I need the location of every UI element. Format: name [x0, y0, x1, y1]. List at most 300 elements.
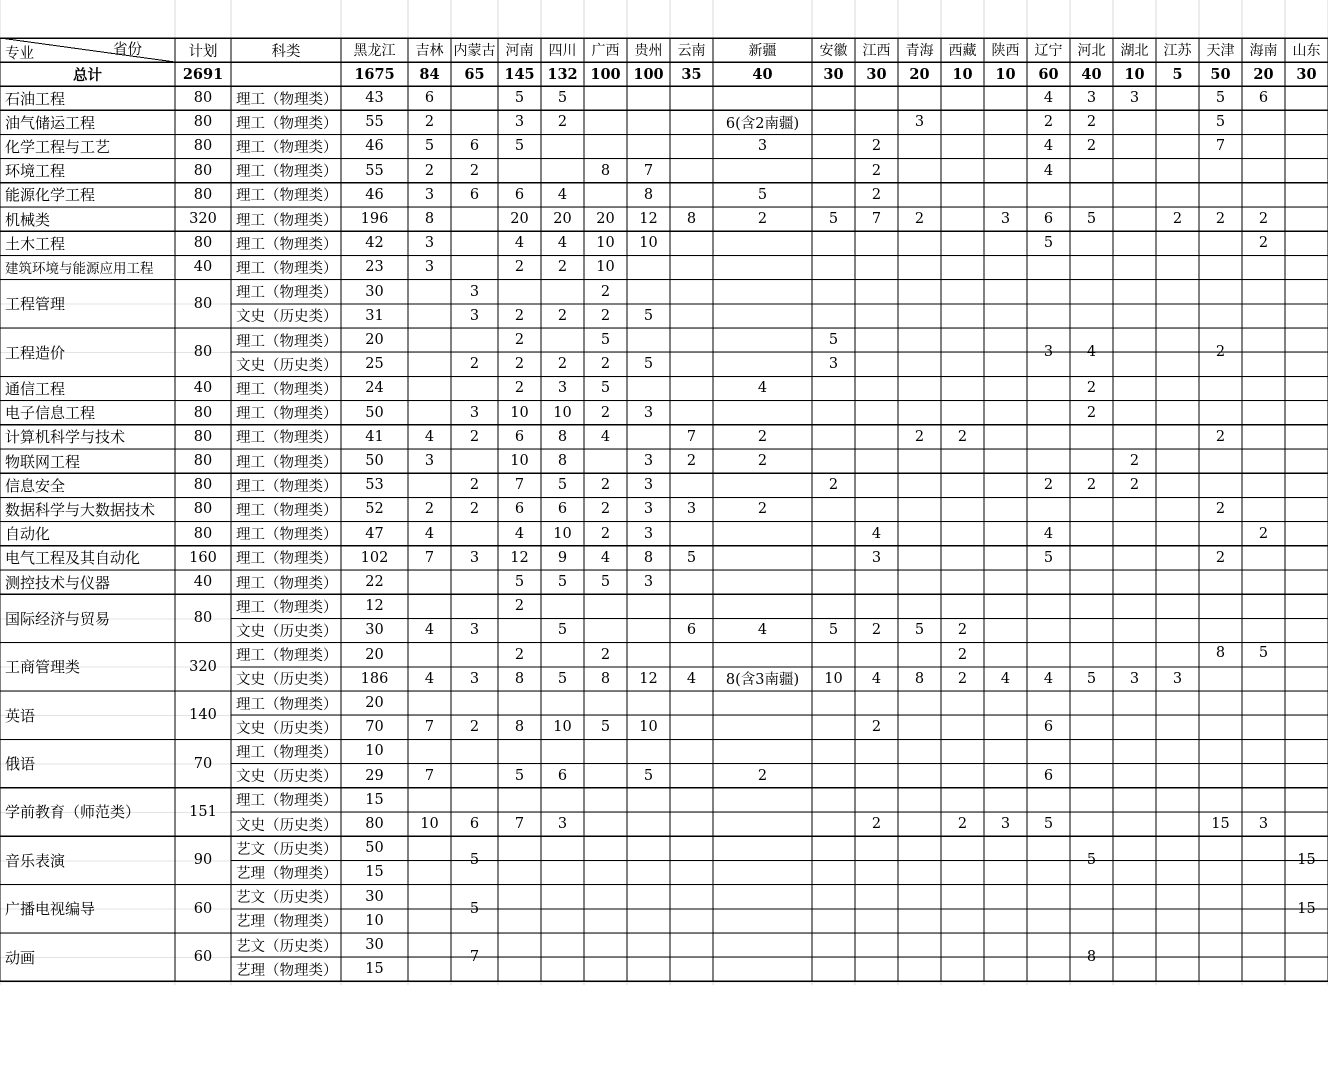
table-cell: 8: [514, 719, 525, 736]
category-cell: 理工（物理类）: [236, 188, 338, 205]
table-cell: 2: [1086, 114, 1097, 131]
category-cell: 理工（物理类）: [236, 139, 338, 156]
table-cell: 20: [365, 332, 384, 349]
category-cell: 理工（物理类）: [236, 648, 338, 665]
table-cell: 30: [365, 622, 384, 639]
major-plan: 80: [193, 344, 213, 361]
major-plan: 80: [193, 90, 213, 107]
major-plan: 80: [193, 501, 213, 518]
table-cell: 2: [557, 356, 568, 373]
major-plan: 80: [193, 162, 213, 179]
category-cell: 理工（物理类）: [236, 260, 338, 277]
table-cell: 3: [469, 283, 480, 300]
category-cell: 理工（物理类）: [236, 333, 338, 350]
header-province-10: 江西: [862, 43, 891, 59]
table-cell: 2: [514, 332, 525, 349]
table-cell: 7: [514, 477, 525, 494]
table-cell: 2: [557, 114, 568, 131]
total-value: 30: [823, 65, 844, 83]
table-cell: 8: [914, 670, 925, 687]
header-province-13: 陕西: [991, 43, 1020, 59]
table-cell: 2: [1086, 138, 1097, 155]
major-name: 土木工程: [5, 234, 66, 253]
table-cell: 3: [424, 235, 435, 252]
table-cell: 2: [600, 525, 611, 542]
table-cell: 5: [557, 90, 568, 107]
merged-cell: 7: [469, 949, 480, 966]
table-cell: 12: [365, 598, 384, 615]
total-value: 60: [1038, 65, 1059, 83]
table-cell: 2: [469, 719, 480, 736]
table-cell: 8: [600, 162, 611, 179]
category-cell: 艺文（历史类）: [236, 890, 338, 907]
table-cell: 5: [914, 622, 925, 639]
table-cell: 10: [639, 719, 658, 736]
table-cell: 6: [1043, 719, 1054, 736]
table-cell: 3: [1000, 211, 1011, 228]
table-cell: 20: [553, 211, 572, 228]
major-name: 能源化学工程: [5, 186, 96, 205]
table-cell: 10: [553, 404, 572, 421]
total-value: 30: [866, 65, 887, 83]
category-cell: 艺理（物理类）: [236, 962, 338, 979]
table-cell: 3: [643, 525, 654, 542]
table-cell: 15: [365, 791, 384, 808]
major-name: 机械类: [5, 210, 51, 229]
total-value: 10: [952, 65, 973, 83]
header-province-0: 黑龙江: [353, 43, 396, 59]
table-cell: 2: [424, 162, 435, 179]
category-cell: 理工（物理类）: [236, 406, 338, 423]
merged-cell: 5: [469, 852, 480, 869]
header-province-11: 青海: [905, 43, 934, 59]
table-cell: 50: [365, 453, 384, 470]
header-province-2: 内蒙古: [453, 43, 496, 59]
major-name: 音乐表演: [5, 851, 66, 870]
table-cell: 5: [600, 719, 611, 736]
table-cell: 10: [510, 453, 529, 470]
table-cell: 2: [1258, 525, 1269, 542]
table-cell: 5: [643, 307, 654, 324]
table-cell: 5: [600, 380, 611, 397]
table-cell: 186: [360, 670, 389, 687]
major-plan: 80: [193, 525, 213, 542]
category-cell: 艺理（物理类）: [236, 865, 338, 882]
table-cell: 2: [686, 453, 697, 470]
category-cell: 理工（物理类）: [236, 478, 338, 495]
total-value: 40: [752, 65, 773, 83]
table-cell: 20: [365, 695, 384, 712]
total-value: 10: [995, 65, 1016, 83]
table-cell: 2: [1043, 114, 1054, 131]
table-cell: 10: [639, 235, 658, 252]
major-name: 数据科学与大数据技术: [5, 500, 156, 519]
table-cell: 2: [469, 501, 480, 518]
table-cell: 2: [1172, 211, 1183, 228]
table-cell: 3: [686, 501, 697, 518]
total-value: 20: [909, 65, 930, 83]
table-cell: 4: [757, 380, 768, 397]
table-cell: 5: [1043, 235, 1054, 252]
table-cell: 5: [1215, 114, 1226, 131]
table-cell: 5: [600, 332, 611, 349]
table-cell: 5: [828, 622, 839, 639]
table-cell: 3: [424, 453, 435, 470]
table-cell: 31: [365, 307, 384, 324]
table-cell: 2: [600, 356, 611, 373]
table-cell: 10: [510, 404, 529, 421]
table-cell: 2: [957, 646, 968, 663]
category-cell: 理工（物理类）: [236, 527, 338, 544]
major-name: 化学工程与工艺: [5, 137, 111, 156]
merged-cell: 15: [1211, 815, 1230, 832]
table-cell: 53: [365, 477, 384, 494]
table-cell: 20: [365, 646, 384, 663]
category-cell: 理工（物理类）: [236, 430, 338, 447]
table-cell: 5: [1086, 670, 1097, 687]
table-cell: 5: [557, 574, 568, 591]
table-cell: 6: [514, 186, 525, 203]
major-name: 石油工程: [5, 89, 66, 108]
table-cell: 5: [828, 211, 839, 228]
merged-cell: 3: [1258, 815, 1269, 832]
category-cell: 理工（物理类）: [236, 236, 338, 253]
major-name: 自动化: [5, 525, 51, 544]
table-cell: 2: [957, 670, 968, 687]
table-cell: 20: [596, 211, 615, 228]
table-cell: 2: [757, 453, 768, 470]
header-category: 科类: [271, 43, 301, 60]
major-plan: 320: [189, 211, 217, 228]
table-cell: 3: [643, 453, 654, 470]
table-cell: 6: [557, 501, 568, 518]
table-cell: 5: [514, 138, 525, 155]
category-cell: 理工（物理类）: [236, 164, 338, 181]
table-cell: 15: [365, 864, 384, 881]
header-province-14: 辽宁: [1034, 43, 1063, 59]
header-province-12: 西藏: [948, 43, 977, 59]
table-cell: 5: [424, 138, 435, 155]
category-cell: 艺文（历史类）: [236, 841, 338, 858]
table-cell: 3: [514, 114, 525, 131]
table-cell: 2: [957, 428, 968, 445]
table-cell: 2: [757, 211, 768, 228]
table-cell: 50: [365, 840, 384, 857]
major-name: 建筑环境与能源应用工程: [5, 261, 154, 278]
major-plan: 80: [193, 235, 213, 252]
table-cell: 12: [639, 670, 658, 687]
major-plan: 80: [193, 186, 213, 203]
table-cell: 3: [557, 380, 568, 397]
table-cell: 2: [600, 501, 611, 518]
table-cell: 6: [557, 767, 568, 784]
table-cell: 6: [469, 186, 480, 203]
major-name: 英语: [5, 706, 36, 725]
table-cell: 5: [828, 332, 839, 349]
category-cell: 理工（物理类）: [236, 551, 338, 568]
table-cell: 4: [871, 525, 882, 542]
table-cell: 4: [1043, 525, 1054, 542]
table-cell: 3: [828, 356, 839, 373]
table-cell: 2: [1215, 549, 1226, 566]
category-cell: 文史（历史类）: [236, 769, 338, 786]
table-cell: 4: [424, 428, 435, 445]
major-name: 物联网工程: [5, 452, 81, 471]
major-plan: 80: [193, 114, 213, 131]
table-cell: 2: [1129, 453, 1140, 470]
table-cell: 4: [1043, 670, 1054, 687]
category-cell: 理工（物理类）: [236, 502, 338, 519]
table-cell: 2: [514, 259, 525, 276]
table-cell: 3: [757, 138, 768, 155]
table-cell: 8(含3南疆): [725, 672, 800, 689]
total-value: 10: [1124, 65, 1145, 83]
table-cell: 5: [600, 574, 611, 591]
merged-cell: 4: [1086, 343, 1097, 360]
table-cell: 5: [514, 574, 525, 591]
category-cell: 理工（物理类）: [236, 575, 338, 592]
header-province-15: 河北: [1077, 43, 1106, 59]
table-cell: 102: [360, 549, 389, 566]
table-cell: 8: [557, 428, 568, 445]
merged-cell: 15: [1297, 900, 1316, 917]
major-name: 工商管理类: [5, 658, 81, 677]
major-name: 电子信息工程: [5, 404, 96, 423]
category-cell: 理工（物理类）: [236, 599, 338, 616]
table-cell: 2: [514, 307, 525, 324]
header-province-7: 云南: [677, 43, 706, 59]
table-cell: 2: [600, 307, 611, 324]
table-cell: 15: [365, 961, 384, 978]
header-province-8: 新疆: [748, 43, 777, 59]
table-cell: 8: [686, 211, 697, 228]
major-plan: 320: [189, 658, 217, 675]
table-cell: 41: [365, 428, 384, 445]
table-cell: 43: [365, 90, 384, 107]
table-cell: 2: [871, 622, 882, 639]
table-cell: 5: [557, 670, 568, 687]
merged-cell: 8: [1086, 949, 1097, 966]
table-cell: 4: [424, 670, 435, 687]
table-cell: 10: [553, 719, 572, 736]
table-cell: 4: [757, 622, 768, 639]
table-cell: 2: [914, 428, 925, 445]
table-cell: 2: [1215, 211, 1226, 228]
table-cell: 2: [871, 162, 882, 179]
table-cell: 22: [365, 574, 384, 591]
category-cell: 文史（历史类）: [236, 309, 338, 326]
major-plan: 140: [189, 707, 217, 724]
table-cell: 4: [557, 186, 568, 203]
major-plan: 40: [193, 259, 213, 276]
merged-cell: 5: [1258, 644, 1269, 661]
table-cell: 3: [643, 574, 654, 591]
table-cell: 25: [365, 356, 384, 373]
table-cell: 3: [871, 549, 882, 566]
table-cell: 2: [1258, 235, 1269, 252]
table-cell: 2: [557, 259, 568, 276]
table-cell: 2: [871, 138, 882, 155]
table-cell: 4: [557, 235, 568, 252]
major-name: 测控技术与仪器: [5, 573, 111, 592]
table-cell: 23: [365, 259, 384, 276]
table-cell: 7: [424, 767, 435, 784]
table-cell: 2: [600, 477, 611, 494]
table-cell: 8: [600, 670, 611, 687]
total-value: 20: [1253, 65, 1274, 83]
table-cell: 2: [469, 356, 480, 373]
table-cell: 70: [365, 719, 384, 736]
table-cell: 10: [420, 816, 439, 833]
table-cell: 2: [914, 211, 925, 228]
total-value: 50: [1210, 65, 1231, 83]
table-cell: 2: [1215, 501, 1226, 518]
table-cell: 3: [469, 307, 480, 324]
category-cell: 理工（物理类）: [236, 91, 338, 108]
major-name: 广播电视编导: [5, 900, 96, 919]
table-cell: 4: [1043, 162, 1054, 179]
major-plan: 80: [193, 404, 213, 421]
major-plan: 40: [193, 380, 213, 397]
major-name: 环境工程: [5, 162, 66, 181]
table-cell: 20: [510, 211, 529, 228]
major-name: 国际经济与贸易: [5, 609, 111, 628]
table-cell: 2: [871, 186, 882, 203]
major-plan: 80: [193, 477, 213, 494]
table-cell: 5: [514, 90, 525, 107]
table-cell: 6: [1258, 90, 1269, 107]
major-plan: 80: [193, 138, 213, 155]
table-cell: 4: [600, 549, 611, 566]
table-cell: 30: [365, 283, 384, 300]
table-cell: 8: [643, 549, 654, 566]
table-cell: 2: [871, 816, 882, 833]
table-cell: 5: [1215, 90, 1226, 107]
table-cell: 3: [469, 549, 480, 566]
table-cell: 6: [1043, 767, 1054, 784]
header-province-5: 广西: [591, 43, 620, 59]
major-name: 工程造价: [5, 343, 66, 362]
table-cell: 42: [365, 235, 384, 252]
header-plan: 计划: [188, 43, 218, 60]
major-plan: 151: [189, 803, 217, 820]
table-cell: 5: [686, 549, 697, 566]
category-cell: 理工（物理类）: [236, 696, 338, 713]
table-cell: 7: [514, 816, 525, 833]
category-cell: 理工（物理类）: [236, 454, 338, 471]
total-value: 40: [1081, 65, 1102, 83]
table-cell: 8: [514, 670, 525, 687]
header-province-18: 天津: [1206, 43, 1235, 59]
major-name: 学前教育（师范类）: [5, 803, 141, 822]
table-cell: 4: [514, 525, 525, 542]
major-name: 工程管理: [5, 295, 66, 314]
table-cell: 6: [469, 138, 480, 155]
table-cell: 6: [686, 622, 697, 639]
table-cell: 30: [365, 888, 384, 905]
table-cell: 10: [365, 743, 384, 760]
category-cell: 理工（物理类）: [236, 744, 338, 761]
total-value: 35: [681, 65, 702, 83]
table-cell: 7: [686, 428, 697, 445]
table-cell: 10: [553, 525, 572, 542]
table-cell: 2: [424, 114, 435, 131]
table-cell: 2: [514, 598, 525, 615]
table-cell: 3: [1129, 90, 1140, 107]
header-province: 省份: [113, 41, 142, 58]
table-cell: 5: [1043, 816, 1054, 833]
table-cell: 3: [643, 404, 654, 421]
table-cell: 24: [365, 380, 384, 397]
table-cell: 8: [424, 211, 435, 228]
table-cell: 5: [557, 477, 568, 494]
category-cell: 文史（历史类）: [236, 623, 338, 640]
total-value: 84: [419, 65, 440, 83]
table-cell: 4: [424, 622, 435, 639]
table-cell: 2: [828, 477, 839, 494]
table-cell: 4: [686, 670, 697, 687]
table-cell: 7: [871, 211, 882, 228]
merged-cell: 3: [1043, 343, 1054, 360]
category-cell: 理工（物理类）: [236, 115, 338, 132]
table-cell: 46: [365, 138, 384, 155]
header-major: 专业: [5, 45, 34, 62]
table-cell: 3: [424, 259, 435, 276]
total-value: 145: [504, 65, 535, 83]
table-cell: 12: [639, 211, 658, 228]
table-cell: 2: [600, 646, 611, 663]
major-plan: 70: [193, 755, 213, 772]
major-plan: 80: [193, 453, 213, 470]
total-plan: 2691: [182, 65, 224, 83]
category-cell: 理工（物理类）: [236, 381, 338, 398]
table-cell: 6: [514, 501, 525, 518]
table-cell: 3: [469, 622, 480, 639]
table-cell: 3: [1000, 816, 1011, 833]
total-value: 100: [590, 65, 621, 83]
table-cell: 6: [424, 90, 435, 107]
table-cell: 55: [365, 114, 384, 131]
table-cell: 2: [469, 477, 480, 494]
major-plan: 60: [193, 949, 213, 966]
merged-cell: 15: [1297, 852, 1316, 869]
header-province-3: 河南: [505, 43, 534, 59]
merged-cell: 5: [1086, 852, 1097, 869]
merged-cell: 5: [469, 900, 480, 917]
table-cell: 6: [469, 816, 480, 833]
header-province-4: 四川: [548, 43, 577, 59]
table-cell: 196: [360, 211, 389, 228]
table-cell: 55: [365, 162, 384, 179]
table-cell: 2: [469, 162, 480, 179]
header-province-19: 海南: [1249, 43, 1278, 59]
table-cell: 80: [365, 816, 384, 833]
table-cell: 4: [1043, 138, 1054, 155]
table-cell: 2: [424, 501, 435, 518]
header-province-20: 山东: [1292, 43, 1321, 59]
table-cell: 2: [1215, 428, 1226, 445]
table-cell: 3: [1086, 90, 1097, 107]
table-cell: 2: [957, 622, 968, 639]
table-cell: 3: [1172, 670, 1183, 687]
table-cell: 5: [1086, 211, 1097, 228]
table-cell: 5: [557, 622, 568, 639]
table-cell: 2: [514, 646, 525, 663]
total-value: 65: [464, 65, 485, 83]
header-province-1: 吉林: [415, 43, 444, 59]
major-plan: 80: [193, 295, 213, 312]
major-name: 电气工程及其自动化: [5, 549, 141, 568]
